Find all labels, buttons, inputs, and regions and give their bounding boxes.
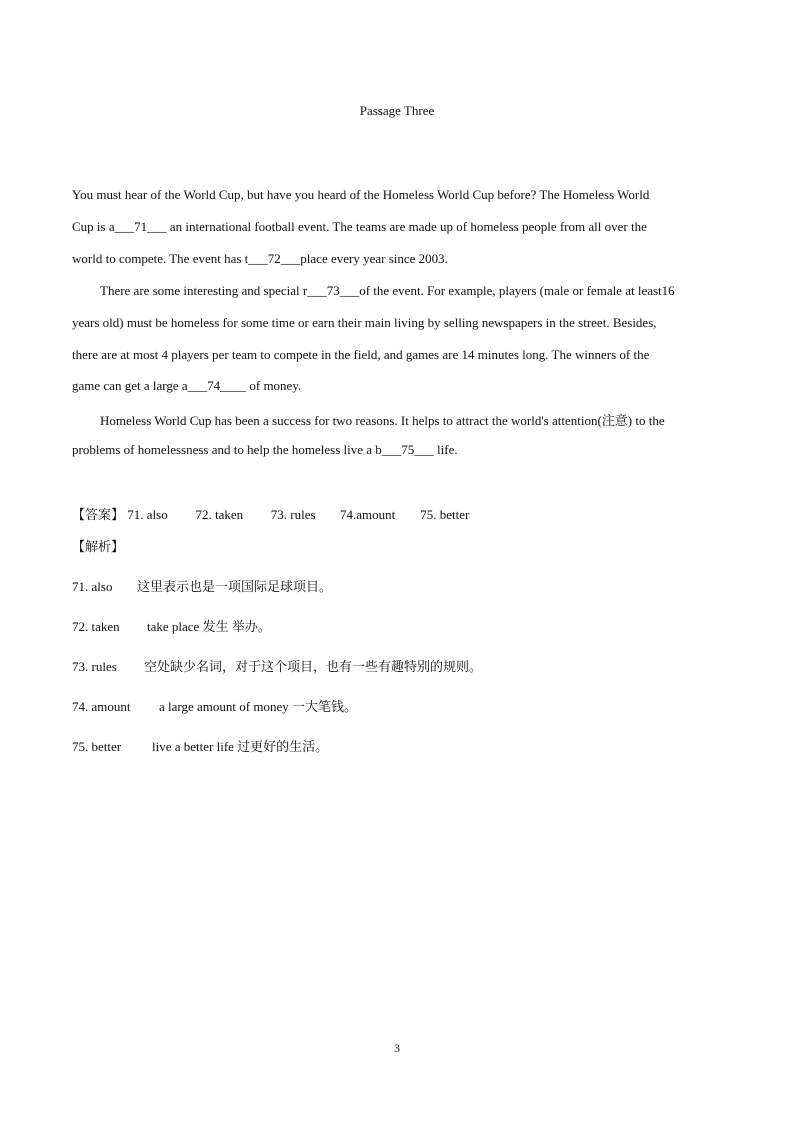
page-number: 3	[394, 1041, 400, 1055]
answer-item: 72. taken	[195, 507, 244, 522]
answer-row	[72, 504, 469, 523]
analysis-item	[72, 656, 482, 675]
passage-title: Passage Three	[359, 103, 435, 118]
analysis-number: 71. also	[72, 579, 113, 594]
analysis-item	[72, 736, 328, 755]
passage-line: Homeless World Cup has been a success for two reasons. It helps to attract the world's attention(注意) to the	[100, 413, 665, 428]
analysis-text: a large amount of money 一大笔钱。	[159, 699, 357, 714]
analysis-text: take place 发生 举办。	[147, 619, 271, 634]
passage-line: there are at most 4 players per team to compete in the field, and games are 14 minutes long. The winners of the	[72, 347, 650, 362]
answer-item: 75. better	[420, 507, 470, 522]
passage-line: game can get a large a___74____ of money.	[72, 378, 302, 393]
passage-line: years old) must be homeless for some time or earn their main living by selling newspapers in the street. Besides,	[72, 315, 657, 330]
answer-item: 74.amount	[340, 507, 396, 522]
passage-line: Cup is a___71___ an international football event. The teams are made up of homeless people from all over the	[72, 219, 647, 234]
answer-item: 73. rules	[270, 507, 316, 522]
analysis-item	[72, 696, 357, 715]
analysis-number: 74. amount	[72, 699, 131, 714]
analysis-text: 这里表示也是一项国际足球项目。	[137, 579, 333, 594]
answer-label: 【答案】	[72, 507, 125, 522]
analysis-number: 73. rules	[72, 659, 117, 674]
passage-line: There are some interesting and special r___73___of the event. For example, players (male or female at least16	[100, 283, 675, 298]
analysis-item	[72, 616, 271, 635]
analysis-item	[72, 576, 332, 595]
analysis-text: live a better life 过更好的生活。	[152, 739, 329, 754]
passage-line: world to compete. The event has t___72___place every year since 2003.	[72, 251, 448, 266]
analysis-number: 75. better	[72, 739, 122, 754]
analysis-label: 【解析】	[72, 539, 125, 554]
answer-item: 71. also	[127, 507, 168, 522]
analysis-number: 72. taken	[72, 619, 120, 634]
passage-line: problems of homelessness and to help the homeless live a b___75___ life.	[72, 442, 458, 457]
passage-line: You must hear of the World Cup, but have you heard of the Homeless World Cup before? The Homeless World	[72, 187, 650, 202]
analysis-text: 空处缺少名词，对于这个项目，也有一些有趣特别的规则。	[144, 659, 483, 674]
